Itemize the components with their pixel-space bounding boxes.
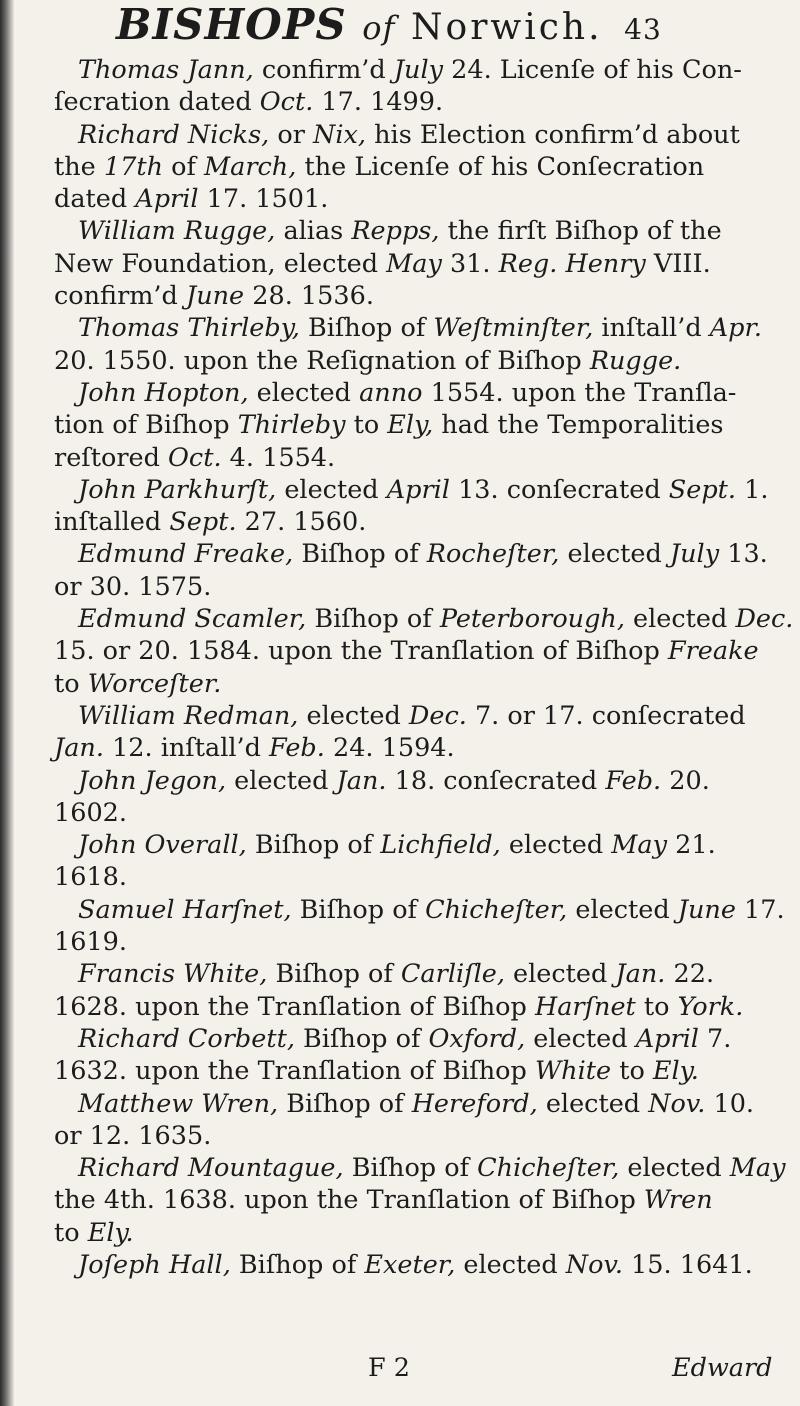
text-line (54, 183, 794, 215)
text-line (54, 991, 794, 1023)
roman-text: elected (624, 604, 736, 635)
roman-text: 13. (719, 539, 768, 570)
text-line (54, 1023, 794, 1055)
text-line (54, 894, 794, 926)
roman-text: Biſhop of (230, 1249, 365, 1280)
text-line (54, 861, 794, 893)
italic-text: Richard Mountague, (78, 1153, 344, 1184)
roman-text: elected (559, 539, 670, 570)
roman-text: 20. (661, 765, 710, 796)
italic-text: Thomas Thirleby, (78, 313, 300, 344)
text-line (54, 86, 794, 118)
text-line (54, 119, 794, 151)
text-line (54, 958, 794, 990)
text-line (54, 700, 794, 732)
roman-text: or 30. 1575. (54, 571, 212, 602)
italic-text: Reg. Henry (498, 248, 646, 279)
bishop-list (54, 54, 794, 1281)
italic-text: Thomas Jann, (78, 55, 254, 85)
italic-text: April (386, 474, 450, 505)
roman-text: 20. 1550. upon the Reſignation of Biſhop (54, 345, 590, 376)
roman-text: to (611, 1056, 653, 1087)
italic-text: Oct. (259, 87, 314, 118)
text-line (54, 280, 794, 312)
bishop-entry (54, 1023, 794, 1088)
roman-text: 1628. upon the Tranſlation of Biſhop (54, 991, 535, 1022)
text-line (54, 506, 794, 538)
roman-text: 21. (667, 830, 716, 861)
italic-text: Dec. (408, 700, 467, 731)
roman-text: 1619. (54, 927, 128, 958)
italic-text: John Jegon, (78, 765, 227, 796)
text-line (54, 248, 794, 280)
italic-text: Richard Nicks, (78, 119, 270, 150)
italic-text: April (635, 1023, 699, 1054)
roman-text: 22. (665, 959, 715, 990)
italic-text: Edmund Freake, (78, 539, 294, 570)
roman-text: 13. conſecrated (449, 474, 669, 505)
bishop-entry (54, 958, 794, 1023)
italic-text: Nov. (648, 1088, 706, 1119)
bishop-entry (54, 1088, 794, 1153)
italic-text: Nov. (565, 1249, 623, 1280)
roman-text: 24. 1594. (324, 733, 455, 764)
italic-text: Matthew Wren, (78, 1088, 279, 1119)
roman-text: elected (567, 894, 678, 925)
roman-text: or 12. 1635. (54, 1120, 212, 1151)
italic-text: Hereford, (411, 1088, 538, 1119)
text-line (54, 765, 794, 797)
italic-text: Worceſter. (87, 668, 222, 699)
italic-text: Nix, (313, 119, 367, 150)
italic-text: William Redman, (78, 700, 299, 731)
italic-text: Carliſle, (400, 959, 505, 990)
bishop-entry (54, 894, 794, 959)
italic-text: April (135, 184, 199, 215)
roman-text: 1632. upon the Tranſlation of Biſhop (54, 1056, 535, 1087)
roman-text: 15. 1641. (622, 1249, 753, 1280)
bishop-entry (54, 215, 794, 312)
roman-text: to (54, 1217, 88, 1248)
roman-text: elected (276, 474, 387, 505)
italic-text: White (534, 1056, 612, 1087)
text-line (54, 603, 794, 635)
italic-text: Samuel Harſnet, (78, 894, 292, 925)
roman-text: 7. (698, 1023, 732, 1054)
roman-text: to (345, 410, 388, 441)
roman-text: had the Temporalities (433, 410, 724, 441)
roman-text: Biſhop of (278, 1088, 412, 1119)
page-footer (0, 1352, 800, 1384)
italic-text: William Rugge, (78, 216, 276, 247)
roman-text: to (635, 991, 678, 1022)
italic-text: Rugge. (589, 345, 682, 376)
italic-text: Ely, (387, 410, 434, 441)
roman-text: Biſhop of (306, 604, 440, 635)
roman-text: 18. conſecrated (386, 765, 606, 796)
roman-text: of (163, 151, 205, 182)
roman-text: 28. 1536. (244, 281, 374, 312)
italic-text: Edmund Scamler, (78, 604, 307, 635)
text-line (54, 409, 794, 441)
italic-text: Ely. (652, 1056, 699, 1087)
italic-text: May (386, 248, 442, 279)
bishop-entry (54, 1152, 794, 1249)
italic-text: Lichfield, (380, 830, 501, 861)
page-number: 43 (624, 13, 662, 46)
text-line (54, 377, 794, 409)
roman-text: 1618. (54, 862, 128, 893)
text-line (54, 571, 794, 603)
italic-text: Jan. (54, 733, 104, 764)
italic-text: 17th (103, 151, 163, 182)
italic-text: Francis White, (78, 959, 268, 990)
italic-text: Sept. (169, 507, 237, 538)
roman-text: New Foundation, elected (54, 248, 387, 279)
catchword: Edward (672, 1353, 773, 1383)
roman-text: elected (298, 700, 409, 731)
italic-text: Weſtminſter, (433, 313, 594, 344)
roman-text: elected (504, 959, 616, 990)
roman-text: ſecration dated (54, 87, 260, 118)
italic-text: Thirleby (237, 410, 346, 441)
italic-text: Oxford, (428, 1023, 526, 1054)
roman-text: confirm’d (54, 281, 186, 312)
roman-text: tion of Biſhop (54, 410, 238, 441)
italic-text: Sept. (668, 474, 737, 505)
bishop-entry (54, 538, 794, 603)
bishop-entry (54, 377, 794, 474)
bishop-entry (54, 119, 794, 216)
roman-text: 10. (705, 1088, 755, 1119)
roman-text: 24. Licenſe of his Con- (443, 55, 742, 85)
italic-text: Freake (667, 636, 759, 667)
italic-text: Oct. (168, 442, 222, 473)
roman-text: 27. 1560. (236, 507, 367, 538)
italic-text: York. (677, 991, 744, 1022)
roman-text: his Election confirm’d about (366, 119, 740, 150)
roman-text: or (269, 119, 314, 150)
italic-text: Harſnet (534, 991, 636, 1022)
text-line (54, 1120, 794, 1152)
italic-text: June (185, 281, 245, 312)
roman-text: Biſhop of (291, 894, 426, 925)
text-line (54, 1217, 794, 1249)
italic-text: Richard Corbett, (78, 1023, 295, 1054)
italic-text: Dec. (735, 604, 794, 635)
italic-text: John Parkhurſt, (78, 474, 277, 505)
bishop-entry (54, 1249, 794, 1281)
roman-text: Biſhop of (299, 313, 434, 344)
running-head-place: Norwich. (411, 7, 603, 48)
text-line (54, 442, 794, 474)
bishop-entry (54, 700, 794, 765)
bishop-entry (54, 603, 794, 700)
running-head-of: of (362, 9, 396, 47)
text-line (54, 312, 794, 344)
roman-text: 7. or 17. conſecrated (466, 700, 746, 731)
roman-text: Biſhop of (246, 830, 381, 861)
bishop-entry (54, 829, 794, 894)
italic-text: Jan. (615, 959, 666, 990)
text-line (54, 732, 794, 764)
roman-text: 1554. upon the Tranſla- (422, 377, 737, 408)
roman-text: VIII. (645, 248, 711, 279)
italic-text: Rocheſter, (426, 539, 560, 570)
text-line (54, 797, 794, 829)
text-line (54, 829, 794, 861)
roman-text: 17. 1501. (198, 184, 329, 215)
roman-text: elected (537, 1088, 649, 1119)
italic-text: Apr. (709, 313, 762, 344)
italic-text: May (729, 1153, 786, 1184)
roman-text: 31. (441, 248, 499, 279)
text-line (54, 926, 794, 958)
italic-text: July (669, 539, 720, 570)
text-line (54, 215, 794, 247)
italic-text: Joſeph Hall, (78, 1249, 231, 1280)
roman-text: elected (619, 1153, 730, 1184)
bishop-entry (54, 54, 794, 119)
italic-text: March, (204, 151, 297, 182)
italic-text: Ely. (87, 1217, 134, 1248)
running-head-title: BISHOPS (116, 0, 347, 49)
text-line (54, 474, 794, 506)
text-line (54, 1088, 794, 1120)
italic-text: anno (359, 377, 423, 408)
italic-text: June (677, 894, 736, 925)
roman-text: 17. (735, 894, 785, 925)
italic-text: Chicheſter, (477, 1153, 620, 1184)
text-line (54, 1055, 794, 1087)
roman-text: Biſhop of (293, 539, 427, 570)
italic-text: Feb. (269, 733, 325, 764)
italic-text: Repps, (351, 216, 440, 247)
roman-text: elected (455, 1249, 566, 1280)
roman-text: Biſhop of (294, 1023, 429, 1054)
text-line (54, 151, 794, 183)
italic-text: July (393, 55, 444, 85)
text-line (54, 1249, 794, 1281)
roman-text: elected (226, 765, 337, 796)
roman-text: Biſhop of (267, 959, 401, 990)
roman-text: elected (248, 377, 360, 408)
italic-text: Wren (643, 1185, 713, 1216)
roman-text: 4. 1554. (221, 442, 336, 473)
running-head (116, 0, 786, 60)
italic-text: John Hopton, (78, 377, 249, 408)
roman-text: the firſt Biſhop of the (439, 216, 722, 247)
bishop-entry (54, 312, 794, 377)
text-line (54, 1152, 794, 1184)
text-line (54, 345, 794, 377)
italic-text: Exeter, (364, 1249, 456, 1280)
text-line (54, 54, 794, 86)
text-line (54, 538, 794, 570)
text-line (54, 668, 794, 700)
italic-text: Feb. (605, 765, 662, 796)
roman-text: Biſhop of (343, 1153, 478, 1184)
roman-text: the 4th. 1638. upon the Tranſlation of Biſhop (54, 1185, 644, 1216)
roman-text: the (54, 151, 104, 182)
italic-text: May (611, 830, 668, 861)
italic-text: Chicheſter, (425, 894, 568, 925)
text-line (54, 1184, 794, 1216)
roman-text: 15. or 20. 1584. upon the Tranſlation of Biſhop (54, 636, 668, 667)
roman-text: inſtalled (54, 507, 170, 538)
roman-text: confirm’d (253, 55, 394, 85)
italic-text: John Overall, (78, 830, 247, 861)
roman-text: 1602. (54, 797, 128, 828)
italic-text: Peterborough, (439, 604, 625, 635)
roman-text: 12. inſtall’d (103, 733, 270, 764)
roman-text: 1. (736, 474, 769, 505)
roman-text: alias (275, 216, 352, 247)
roman-text: inſtall’d (593, 313, 710, 344)
signature-mark: F 2 (368, 1353, 411, 1383)
roman-text: dated (54, 184, 136, 215)
bishop-entry (54, 765, 794, 830)
italic-text: Jan. (336, 765, 387, 796)
roman-text: the Licenſe of his Conſecration (296, 151, 705, 182)
roman-text: elected (500, 830, 612, 861)
roman-text: elected (525, 1023, 636, 1054)
page-gutter (0, 0, 14, 1406)
roman-text: 17. 1499. (313, 87, 444, 118)
bishop-entry (54, 474, 794, 539)
roman-text: to (54, 668, 88, 699)
text-line (54, 635, 794, 667)
roman-text: reſtored (54, 442, 169, 473)
